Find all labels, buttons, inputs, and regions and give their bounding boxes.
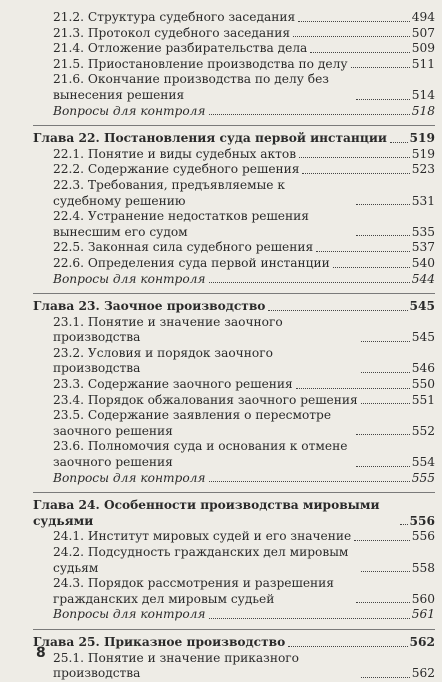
toc-entry-page: 552 bbox=[411, 423, 435, 438]
toc-chapter bbox=[33, 635, 435, 651]
toc-entry bbox=[33, 393, 435, 409]
toc-entry bbox=[33, 240, 435, 256]
toc-entry-page: 507 bbox=[411, 25, 435, 40]
leader-dots bbox=[299, 157, 410, 158]
toc-entry-label: 22.3. Требования, предъявляемые к судебному решению bbox=[53, 177, 285, 208]
toc-entry bbox=[33, 408, 435, 439]
toc-entry-page: 554 bbox=[411, 455, 435, 470]
toc-entry-page: 523 bbox=[411, 162, 435, 177]
section-divider bbox=[33, 629, 435, 630]
toc-entry-page: 509 bbox=[411, 41, 435, 56]
toc-entry-page: 511 bbox=[411, 56, 435, 71]
toc-entry-label: 21.4. Отложение разбирательства дела bbox=[53, 41, 308, 56]
toc-entry-questions bbox=[33, 104, 435, 120]
toc-entry-label: 24.2. Подсудность гражданских дел мировым судьям bbox=[53, 545, 349, 575]
chapter-title: Глава 22. Постановления суда первой инстанции bbox=[33, 131, 387, 146]
toc-entry-page: 514 bbox=[411, 87, 435, 102]
toc-entry-page: 545 bbox=[411, 330, 435, 345]
toc-entry-questions bbox=[33, 272, 435, 288]
toc-entry-label: 22.4. Устранение недостатков решения вынесшим его судом bbox=[53, 209, 309, 239]
toc-entry bbox=[33, 576, 435, 607]
toc-entry bbox=[33, 529, 435, 545]
leader-dots bbox=[209, 618, 410, 619]
toc-entry-page: 550 bbox=[411, 377, 435, 392]
chapter-page: 562 bbox=[409, 634, 435, 649]
chapter-title: Глава 23. Заочное производство bbox=[33, 299, 266, 314]
toc-entry-page: 531 bbox=[411, 193, 435, 208]
toc-entry-label: 23.5. Содержание заявления о пересмотре заочного решения bbox=[53, 408, 332, 438]
toc-entry-label: Вопросы для контроля bbox=[53, 470, 206, 485]
toc-entry-page: 556 bbox=[411, 529, 435, 544]
toc-chapter bbox=[33, 131, 435, 147]
leader-dots bbox=[209, 114, 410, 115]
chapter-page: 556 bbox=[409, 513, 435, 528]
toc-entry-label: 23.1. Понятие и значение заочного производства bbox=[53, 314, 283, 345]
toc-entry-page: 519 bbox=[411, 146, 435, 161]
toc-entry-label: 23.3. Содержание заочного решения bbox=[53, 377, 293, 392]
toc-entry-page: 518 bbox=[411, 103, 435, 118]
toc-entry-label: 21.6. Окончание производства по делу без вынесения решения bbox=[53, 72, 329, 102]
toc-entry-label: 22.6. Определения суда первой инстанции bbox=[53, 255, 330, 270]
toc-entry-page: 546 bbox=[411, 361, 435, 376]
leader-dots bbox=[268, 310, 407, 311]
toc-entry-label: Вопросы для контроля bbox=[53, 271, 206, 286]
table-of-contents bbox=[33, 10, 435, 682]
leader-dots bbox=[361, 571, 410, 572]
toc-entry bbox=[33, 545, 435, 576]
leader-dots bbox=[361, 341, 410, 342]
toc-entry bbox=[33, 346, 435, 377]
toc-entry-label: Вопросы для контроля bbox=[53, 607, 206, 622]
toc-entry bbox=[33, 162, 435, 178]
leader-dots bbox=[354, 540, 410, 541]
leader-dots bbox=[310, 52, 409, 53]
toc-entry-page: 537 bbox=[411, 240, 435, 255]
section-divider bbox=[33, 125, 435, 126]
toc-entry-page: 540 bbox=[411, 255, 435, 270]
toc-entry bbox=[33, 57, 435, 73]
leader-dots bbox=[390, 142, 408, 143]
toc-entry-label: Вопросы для контроля bbox=[53, 103, 206, 118]
toc-entry bbox=[33, 377, 435, 393]
toc-entry-label: 23.4. Порядок обжалования заочного решения bbox=[53, 392, 358, 407]
toc-entry-page: 562 bbox=[411, 666, 435, 681]
leader-dots bbox=[351, 67, 410, 68]
toc-entry bbox=[33, 256, 435, 272]
leader-dots bbox=[209, 282, 410, 283]
toc-entry-page: 561 bbox=[411, 607, 435, 622]
toc-entry-page: 551 bbox=[411, 392, 435, 407]
toc-entry bbox=[33, 26, 435, 42]
leader-dots bbox=[209, 481, 410, 482]
toc-entry-questions bbox=[33, 607, 435, 623]
leader-dots bbox=[356, 99, 410, 100]
toc-entry-label: 25.1. Понятие и значение приказного производства bbox=[53, 650, 300, 681]
section-divider bbox=[33, 293, 435, 294]
toc-entry-page: 544 bbox=[411, 271, 435, 286]
toc-entry-label: 23.2. Условия и порядок заочного производства bbox=[53, 345, 273, 376]
toc-entry-page: 560 bbox=[411, 591, 435, 606]
toc-entry bbox=[33, 439, 435, 470]
leader-dots bbox=[356, 602, 410, 603]
toc-entry-label: 24.1. Институт мировых судей и его значение bbox=[53, 529, 352, 544]
toc-entry-label: 24.3. Порядок рассмотрения и разрешения гражданских дел мировым судьей bbox=[53, 576, 334, 606]
toc-entry-page: 494 bbox=[411, 10, 435, 24]
toc-entry bbox=[33, 41, 435, 57]
toc-chapter bbox=[33, 299, 435, 315]
leader-dots bbox=[293, 36, 410, 37]
leader-dots bbox=[361, 403, 410, 404]
leader-dots bbox=[356, 434, 410, 435]
leader-dots bbox=[356, 466, 410, 467]
toc-entry bbox=[33, 209, 435, 240]
leader-dots bbox=[296, 388, 410, 389]
toc-entry-label: 22.5. Законная сила судебного решения bbox=[53, 240, 314, 255]
leader-dots bbox=[316, 251, 410, 252]
toc-entry-label: 21.2. Структура судебного заседания bbox=[53, 10, 296, 24]
toc-entry-label: 21.5. Приостановление производства по делу bbox=[53, 56, 348, 71]
toc-entry-label: 23.6. Полномочия суда и основания к отмене заочного решения bbox=[53, 439, 348, 470]
toc-entry-page: 535 bbox=[411, 224, 435, 239]
toc-entry bbox=[33, 10, 435, 26]
leader-dots bbox=[302, 173, 409, 174]
leader-dots bbox=[361, 372, 410, 373]
toc-entry bbox=[33, 315, 435, 346]
leader-dots bbox=[298, 21, 410, 22]
toc-entry-page: 558 bbox=[411, 560, 435, 575]
section-divider bbox=[33, 492, 435, 493]
leader-dots bbox=[356, 204, 410, 205]
toc-entry bbox=[33, 72, 435, 103]
chapter-page: 545 bbox=[409, 299, 435, 314]
leader-dots bbox=[333, 267, 410, 268]
toc-entry bbox=[33, 178, 435, 209]
leader-dots bbox=[288, 646, 407, 647]
chapter-page: 519 bbox=[409, 131, 435, 146]
toc-entry-label: 21.3. Протокол судебного заседания bbox=[53, 25, 291, 40]
toc-entry-label: 22.2. Содержание судебного решения bbox=[53, 162, 300, 177]
chapter-title: Глава 25. Приказное производство bbox=[33, 634, 286, 649]
leader-dots bbox=[400, 524, 408, 525]
toc-entry bbox=[33, 651, 435, 682]
toc-chapter bbox=[33, 498, 435, 529]
page-number: 8 bbox=[36, 645, 46, 661]
toc-entry bbox=[33, 147, 435, 163]
toc-entry-label: 22.1. Понятие и виды судебных актов bbox=[53, 146, 297, 161]
toc-entry-page: 555 bbox=[411, 470, 435, 485]
leader-dots bbox=[356, 235, 410, 236]
chapter-title: Глава 24. Особенности производства мировыми судьями bbox=[33, 498, 380, 528]
toc-entry-questions bbox=[33, 471, 435, 487]
